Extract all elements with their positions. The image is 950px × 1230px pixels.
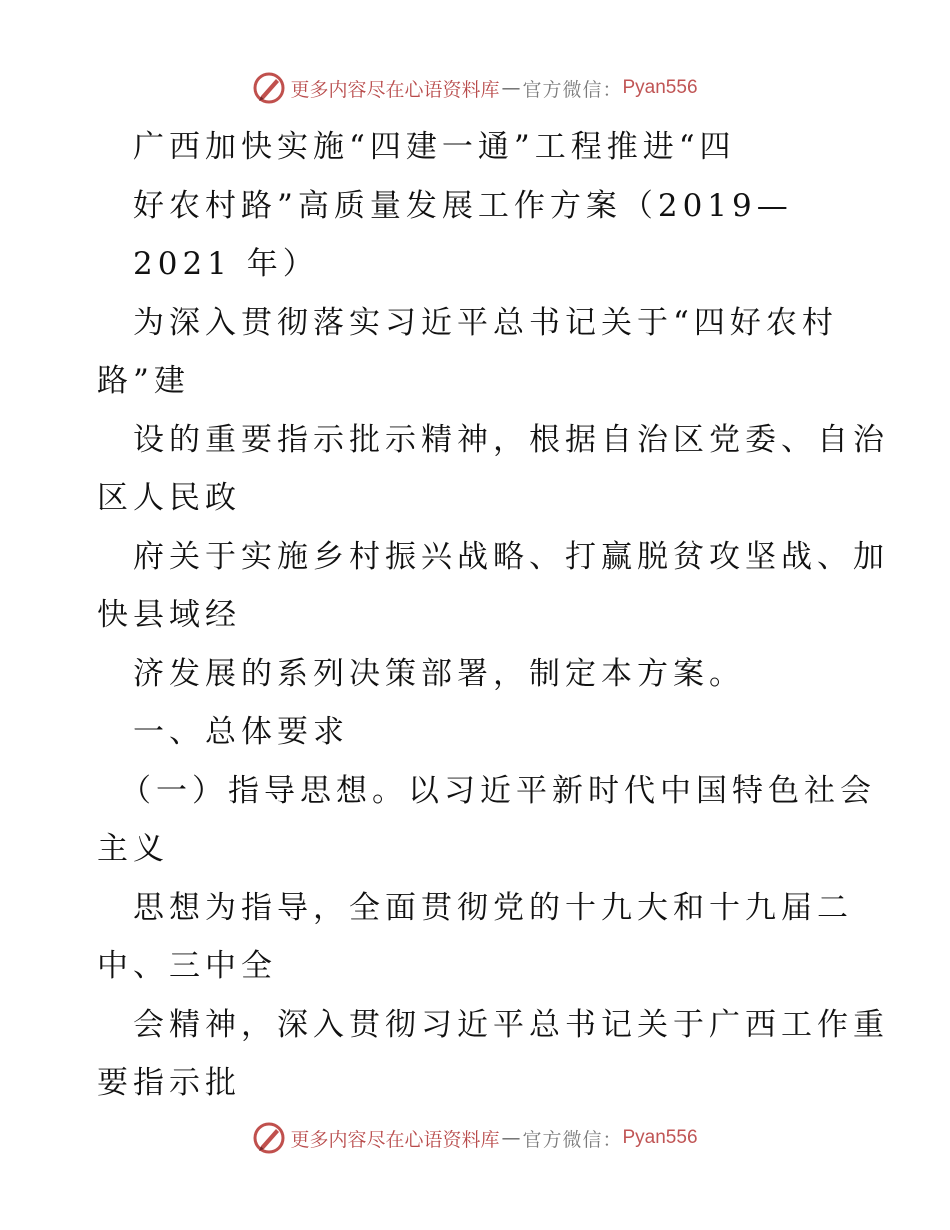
doc-title-line-1: 广西加快实施“四建一通”工程推进“四 <box>133 129 736 165</box>
footer-watermark <box>0 1118 950 1158</box>
pen-logo-icon <box>252 71 286 105</box>
paragraph-line: 府关于实施乡村振兴战略、打赢脱贫攻坚战、加 <box>133 539 889 575</box>
paragraph-line: （一）指导思想。以习近平新时代中国特色社会 <box>120 773 876 809</box>
watermark-wechat-label: 官方微信： <box>522 1128 623 1151</box>
watermark-text: 更多内容尽在心语资料库 <box>290 1128 500 1151</box>
paragraph-line: 济发展的系列决策部署，制定本方案。 <box>133 656 745 692</box>
watermark-dash: — <box>501 77 521 99</box>
watermark-text: 更多内容尽在心语资料库 <box>290 78 500 101</box>
paragraph-line: 区人民政 <box>97 480 241 516</box>
pen-logo-icon <box>252 1121 286 1155</box>
paragraph-line: 主义 <box>97 831 169 867</box>
watermark-wechat-id: Pyan556 <box>622 77 698 98</box>
paragraph-line: 路”建 <box>97 363 190 399</box>
paragraph-line: 中、三中全 <box>97 948 277 984</box>
section-heading: 一、总体要求 <box>133 714 349 750</box>
paragraph-line: 思想为指导，全面贯彻党的十九大和十九届二 <box>133 890 853 926</box>
paragraph-line: 快县域经 <box>97 597 241 633</box>
doc-title-line-2: 好农村路”高质量发展工作方案（2019— <box>133 188 793 224</box>
watermark-wechat-label: 官方微信： <box>522 78 623 101</box>
header-watermark <box>0 68 950 108</box>
paragraph-line: 要指示批 <box>97 1065 241 1101</box>
paragraph-line: 会精神，深入贯彻习近平总书记关于广西工作重 <box>133 1007 889 1043</box>
watermark-wechat-id: Pyan556 <box>622 1127 698 1148</box>
paragraph-line: 设的重要指示批示精神，根据自治区党委、自治 <box>133 422 889 458</box>
watermark-dash: — <box>501 1127 521 1149</box>
doc-title-line-3: 2021 年） <box>133 246 319 282</box>
paragraph-line: 为深入贯彻落实习近平总书记关于“四好农村 <box>133 305 838 341</box>
